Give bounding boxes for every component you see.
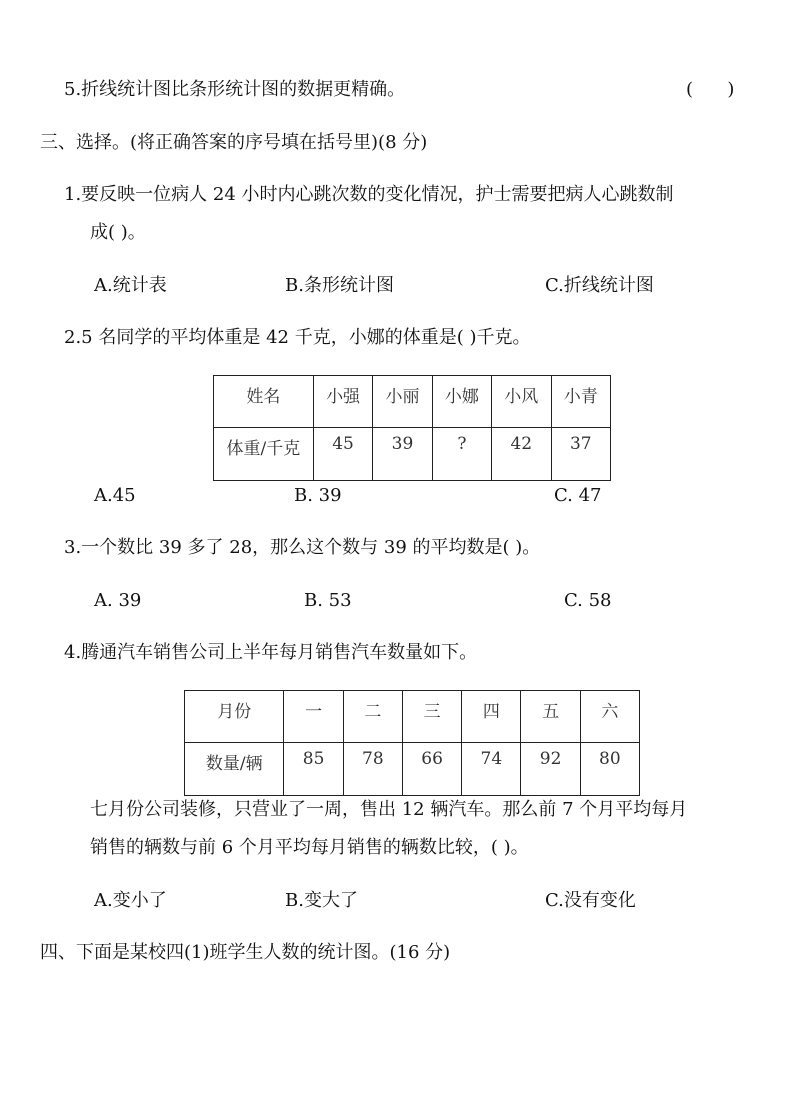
table-cell: 小风 bbox=[492, 376, 551, 428]
q5-judge-text: 5.折线统计图比条形统计图的数据更精确。 bbox=[64, 79, 406, 100]
table-cell: 45 bbox=[313, 428, 372, 481]
q4-option-c[interactable]: C.没有变化 bbox=[545, 890, 636, 911]
table-cell: 六 bbox=[580, 691, 639, 743]
q2-weight-table bbox=[213, 375, 611, 481]
table-cell: 74 bbox=[462, 743, 521, 796]
table-cell: 月份 bbox=[185, 691, 284, 743]
q2-option-a[interactable]: A.45 bbox=[94, 485, 136, 506]
table-row bbox=[214, 376, 611, 428]
q2-option-c[interactable]: C. 47 bbox=[554, 485, 602, 506]
table-cell: 66 bbox=[402, 743, 461, 796]
q2-option-b[interactable]: B. 39 bbox=[294, 485, 342, 506]
q3-option-c[interactable]: C. 58 bbox=[564, 590, 612, 611]
table-cell: 小强 bbox=[313, 376, 372, 428]
q4-text-line3: 销售的辆数与前 6 个月平均每月销售的辆数比较，( )。 bbox=[90, 837, 529, 858]
q5-answer-paren[interactable]: ( ) bbox=[686, 79, 735, 100]
table-cell: 92 bbox=[521, 743, 580, 796]
table-cell: 数量/辆 bbox=[185, 743, 284, 796]
q1-text-line1: 1.要反映一位病人 24 小时内心跳次数的变化情况，护士需要把病人心跳数制 bbox=[64, 184, 674, 205]
q4-text: 4.腾通汽车销售公司上半年每月销售汽车数量如下。 bbox=[64, 642, 478, 663]
table-cell: 四 bbox=[462, 691, 521, 743]
q4-text-line2: 七月份公司装修，只营业了一周，售出 12 辆汽车。那么前 7 个月平均每月 bbox=[90, 799, 688, 820]
table-row bbox=[185, 691, 640, 743]
q4-option-b[interactable]: B.变大了 bbox=[285, 890, 358, 911]
section3-title: 三、选择。(将正确答案的序号填在括号里)(8 分) bbox=[40, 132, 428, 153]
table-cell: 二 bbox=[343, 691, 402, 743]
table-cell: 80 bbox=[580, 743, 639, 796]
q1-option-a[interactable]: A.统计表 bbox=[94, 275, 167, 296]
q1-option-c[interactable]: C.折线统计图 bbox=[545, 275, 654, 296]
table-cell: 小青 bbox=[551, 376, 610, 428]
table-cell: ? bbox=[432, 428, 491, 481]
q3-option-b[interactable]: B. 53 bbox=[304, 590, 352, 611]
q1-text-line2: 成( )。 bbox=[90, 222, 146, 243]
table-row bbox=[214, 428, 611, 481]
table-cell: 42 bbox=[492, 428, 551, 481]
q3-option-a[interactable]: A. 39 bbox=[94, 590, 142, 611]
q4-sales-table bbox=[184, 690, 640, 796]
q4-option-a[interactable]: A.变小了 bbox=[94, 890, 167, 911]
table-cell: 一 bbox=[284, 691, 343, 743]
table-cell: 37 bbox=[551, 428, 610, 481]
table-cell: 三 bbox=[402, 691, 461, 743]
table-cell: 小丽 bbox=[373, 376, 432, 428]
table-cell: 体重/千克 bbox=[214, 428, 314, 481]
table-cell: 五 bbox=[521, 691, 580, 743]
table-cell: 78 bbox=[343, 743, 402, 796]
section4-title: 四、下面是某校四(1)班学生人数的统计图。(16 分) bbox=[40, 942, 451, 963]
table-cell: 85 bbox=[284, 743, 343, 796]
table-cell: 39 bbox=[373, 428, 432, 481]
table-cell: 姓名 bbox=[214, 376, 314, 428]
table-cell: 小娜 bbox=[432, 376, 491, 428]
q1-option-b[interactable]: B.条形统计图 bbox=[285, 275, 394, 296]
q3-text: 3.一个数比 39 多了 28，那么这个数与 39 的平均数是( )。 bbox=[64, 537, 541, 558]
q2-text: 2.5 名同学的平均体重是 42 千克，小娜的体重是( )千克。 bbox=[64, 327, 531, 348]
table-row bbox=[185, 743, 640, 796]
